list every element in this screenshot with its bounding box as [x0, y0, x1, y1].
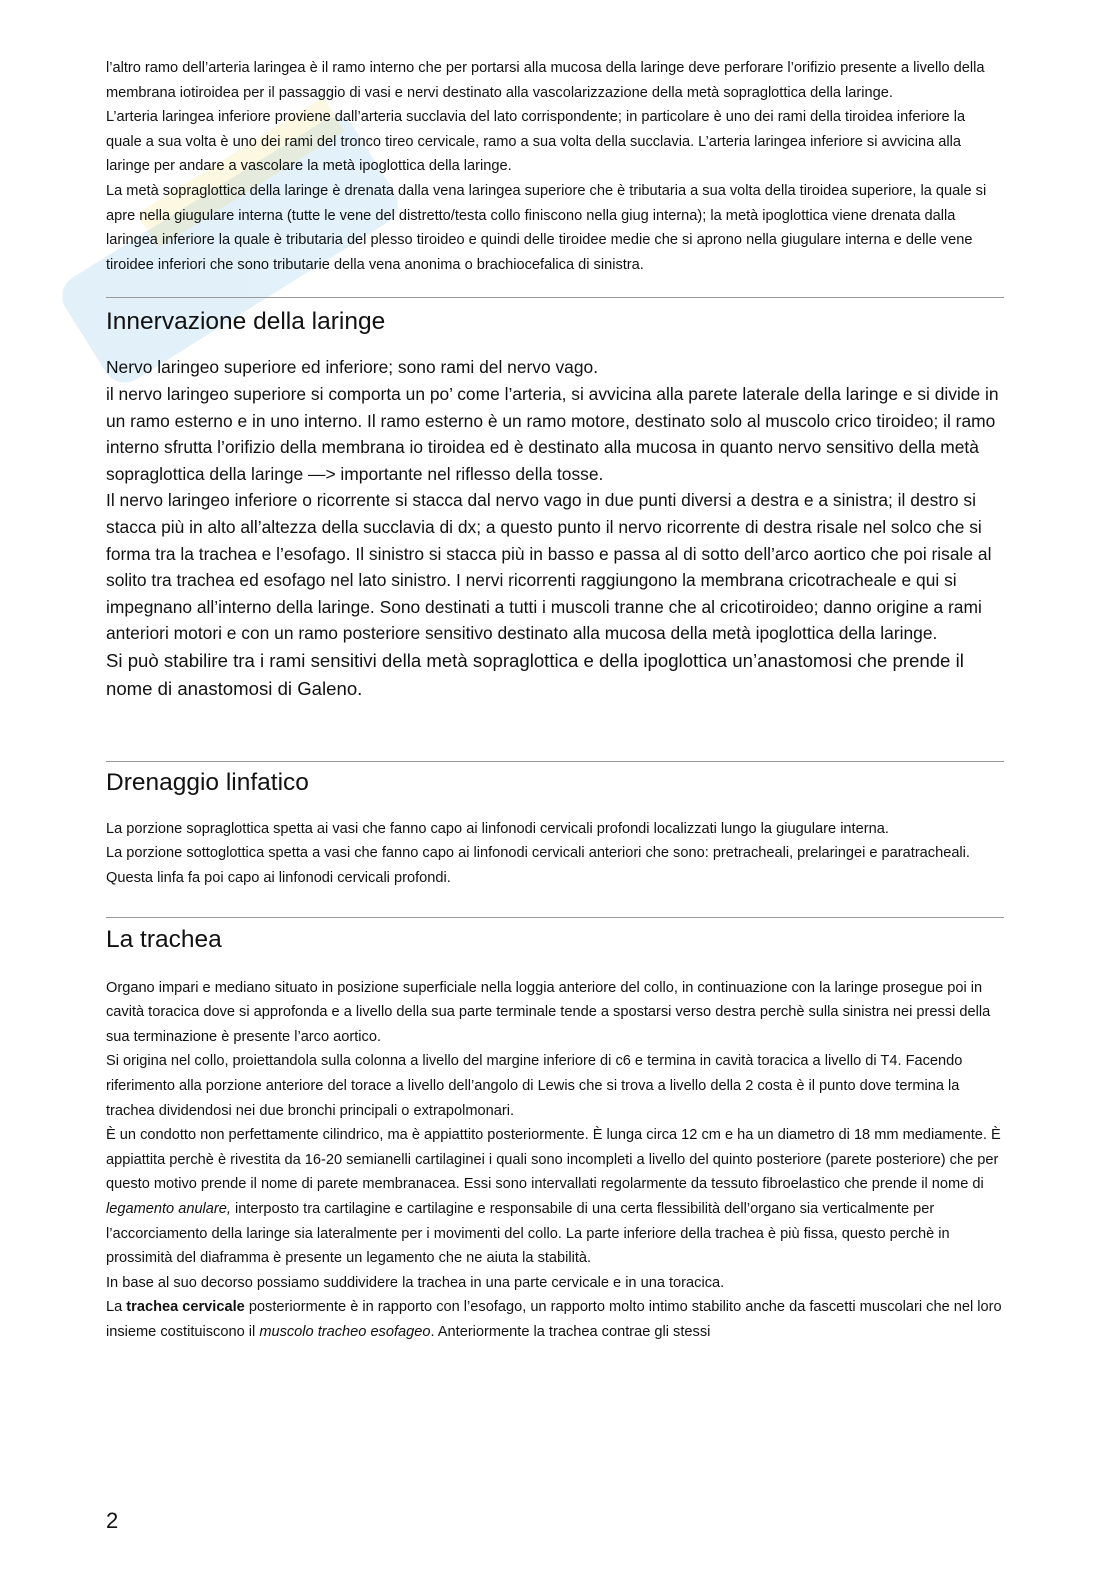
intro-paragraph: La metà sopraglottica della laringe è drenata dalla vena laringea superiore che è tributaria a sua volta della tiroidea superiore, la quale si apre nella giugulare interna (tutte le vene del distretto/testa collo finiscono nella giug interna); la metà ipoglottica viene drenata dalla laringea inferiore la quale è tributaria del plesso tiroideo e quindi delle tiroidee medie che si aprono nella giugulare interna e delle vene tiroidee inferiori che sono tributarie della vena anonima o brachiocefalica di sinistra.: [106, 182, 987, 273]
text-run: È un condotto non perfettamente cilindrico, ma è appiattito posteriormente. È lunga circa 12 cm e ha un diametro di 18 mm mediamente. È appiattita perchè è rivestita da 16-20 semianelli cartilaginei i quali sono incompleti a livello del quinto posteriore (parete posteriore) che per questo motivo prende il nome di parete membranacea. Essi sono intervallati regolarmente da tessuto fibroelastico che prende il nome di: [106, 1127, 1001, 1193]
section-heading: La trachea: [106, 925, 222, 953]
paragraph: La porzione sottoglottica spetta a vasi che fanno capo ai linfonodi cervicali anteriori che sono: pretracheali, prelaringei e paratracheali.: [106, 845, 970, 862]
section-trachea: [106, 917, 1004, 1345]
paragraph: Nervo laringeo superiore ed inferiore; sono rami del nervo vago.: [106, 357, 599, 378]
paragraph: Questa linfa fa poi capo ai linfonodi cervicali profondi.: [106, 870, 451, 887]
paragraph: Si origina nel collo, proiettandola sulla colonna a livello del margine inferiore di c6 e termina in cavità toracica a livello di T4. Facendo riferimento alla porzione anteriore del torace a livello dell’angolo di Lewis che si trova a livello della 2 costa è il punto dove termina la trachea dividendosi nei due bronchi principali o extrapolmonari.: [106, 1053, 963, 1119]
section-drenaggio: [106, 761, 1004, 891]
section-heading: Drenaggio linfatico: [106, 768, 309, 796]
paragraph: [106, 1123, 1004, 1271]
intro-paragraph: L’arteria laringea inferiore proviene dall’arteria succlavia del lato corrispondente; in particolare è uno dei rami della tiroidea inferiore la quale a sua volta è uno dei rami del tronco tireo cervicale, ramo a sua volta della succlavia. L’arteria laringea inferiore si avvicina alla laringe per andare a vascolare la metà ipoglottica della laringe.: [106, 109, 966, 175]
paragraph: il nervo laringeo superiore si comporta un po’ come l’arteria, si avvicina alla parete laterale della laringe e si divide in un ramo esterno e in uno interno. Il ramo esterno è un ramo motore, destinato solo al muscolo crico tiroideo; il ramo interno sfrutta l’orifizio della membrana io tiroidea ed è destinato alla mucosa in quanto nervo sensitivo della metà sopraglottica della laringe —> importante nel riflesso della tosse.: [106, 383, 999, 484]
paragraph: Organo impari e mediano situato in posizione superficiale nella loggia anteriore del collo, in continuazione con la laringe prosegue poi in cavità toracica dove si approfonda e a livello della sua parte terminale tende a spostarsi verso destra perchè sulla sinistra nei pressi della sua terminazione è presente l’arco aortico.: [106, 979, 991, 1045]
paragraph: Si può stabilire tra i rami sensitivi della metà sopraglottica e della ipoglottica un’anastomosi che prende il nome di anastomosi di Galeno.: [106, 649, 964, 699]
section-innervazione: [106, 297, 1004, 703]
intro-paragraph: l’altro ramo dell’arteria laringea è il ramo interno che per portarsi alla mucosa della laringe deve perforare l’orifizio presente a livello della membrana iotiroidea per il passaggio di vasi e nervi destinato alla vascolarizzazione della metà sopraglottica della laringe.: [106, 60, 985, 101]
paragraph: Il nervo laringeo inferiore o ricorrente si stacca dal nervo vago in due punti diversi a destra e a sinistra; il destro si stacca più in alto all’altezza della succlavia di dx; a questo punto il nervo ricorrente di destra risale nel solco che si forma tra la trachea e l’esofago. Il sinistro si stacca più in basso e passa al di sotto dell’arco aortico che poi risale al solito tra trachea ed esofago nel lato sinistro. I nervi ricorrenti raggiungono la membrana cricotracheale e qui si impegnano all’interno della laringe. Sono destinati a tutti i muscoli tranne che al cricotiroideo; danno origine a rami anteriori motori e con un ramo posteriore sensitivo destinato alla mucosa della metà ipoglottica della laringe.: [106, 490, 992, 644]
text-run: . Anteriormente la trachea contrae gli stessi: [430, 1323, 711, 1340]
paragraph: In base al suo decorso possiamo suddividere la trachea in una parte cervicale e in una toracica.: [106, 1274, 725, 1291]
text-run: interposto tra cartilagine e cartilagine e responsabile di una certa flessibilità dell’organo sia verticalmente per l’accorciamento della laringe sia lateralmente per i movimenti del collo. La parte inferiore della trachea è più fissa, questo perchè in prossimità del diaframma è presente un legamento che ne aiuta la stabilità.: [106, 1201, 950, 1267]
emphasis-term: legamento anulare,: [106, 1201, 231, 1217]
document-page: [106, 56, 1004, 1345]
section-heading: Innervazione della laringe: [106, 308, 386, 336]
intro-section: [106, 56, 1004, 277]
paragraph: La porzione sopraglottica spetta ai vasi che fanno capo ai linfonodi cervicali profondi localizzati lungo la giugulare interna.: [106, 820, 889, 837]
page-number: 2: [106, 1508, 119, 1533]
text-run: La: [106, 1299, 127, 1316]
bold-term: trachea cervicale: [126, 1299, 245, 1316]
text-run: posteriormente è in rapporto con l’esofago, un rapporto molto intimo stabilito anche da fascetti muscolari che nel loro insieme costituiscono il: [106, 1299, 1002, 1340]
emphasis-term: muscolo tracheo esofageo: [259, 1323, 431, 1340]
paragraph: [106, 1295, 1004, 1344]
